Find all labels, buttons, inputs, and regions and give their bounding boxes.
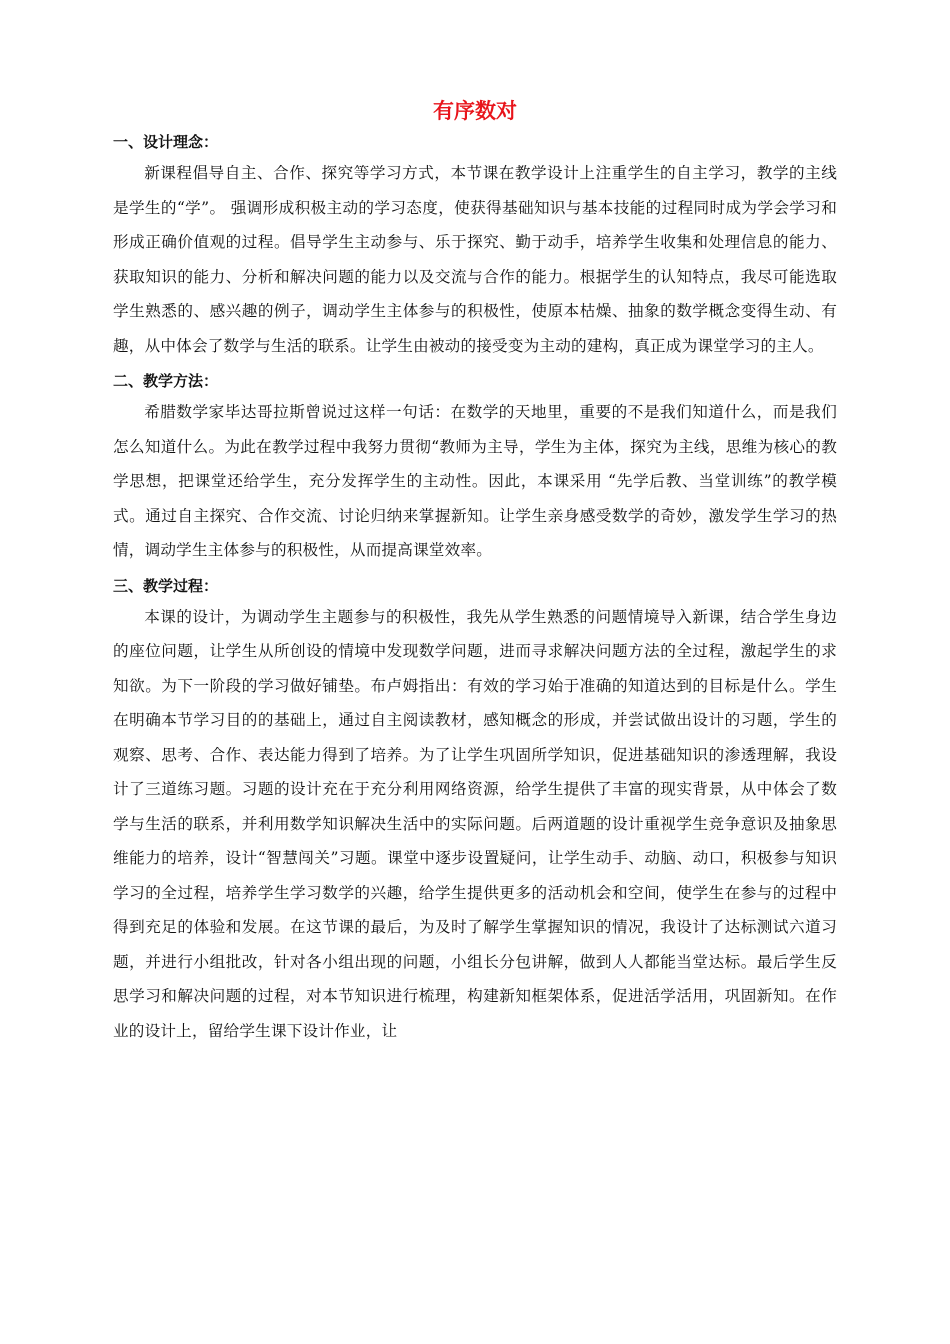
section-paragraph: 希腊数学家毕达哥拉斯曾说过这样一句话：在数学的天地里，重要的不是我们知道什么，而是我们怎么知道什么。为此在教学过程中我努力贯彻“教师为主导，学生为主体，探究为主线，思维为核心的教学思想，把课堂还给学生，充分发挥学生的主动性。因此，本课采用 “先学后教、当堂训练”的教学模式。通过自主探究、合作交流、讨论归纳来掌握新知。让学生亲身感受数学的奇妙，激发学生学习的热情，调动学生主体参与的积极性，从而提高课堂效率。 (113, 403, 837, 559)
document-page (113, 96, 837, 1052)
section-paragraph: 新课程倡导自主、合作、探究等学习方式，本节课在教学设计上注重学生的自主学习，教学的主线是学生的“学”。 强调形成积极主动的学习态度，使获得基础知识与基本技能的过程同时成为学会学习和形成正确价值观的过程。倡导学生主动参与、乐于探究、勤于动手，培养学生收集和处理信息的能力、获取知识的能力、分析和解决问题的能力以及交流与合作的能力。根据学生的认知特点，我尽可能选取学生熟悉的、感兴趣的例子，调动学生主体参与的积极性，使原本枯燥、抽象的数学概念变得生动、有趣，从中体会了数学与生活的联系。让学生由被动的接受变为主动的建构，真正成为课堂学习的主人。 (113, 164, 837, 355)
section-design-concept (113, 128, 837, 363)
section-heading: 三、教学过程： (113, 576, 219, 595)
section-teaching-process (113, 572, 837, 1049)
section-teaching-method (113, 367, 837, 568)
section-paragraph: 本课的设计，为调动学生主题参与的积极性，我先从学生熟悉的问题情境导入新课，结合学生身边的座位问题，让学生从所创设的情境中发现数学问题，进而寻求解决问题方法的全过程，激起学生的求知欲。为下一阶段的学习做好铺垫。布卢姆指出：有效的学习始于准确的知道达到的目标是什么。学生在明确本节学习目的的基础上，通过自主阅读教材，感知概念的形成，并尝试做出设计的习题，学生的观察、思考、合作、表达能力得到了培养。为了让学生巩固所学知识，促进基础知识的渗透理解，我设计了三道练习题。习题的设计充在于充分利用网络资源，给学生提供了丰富的现实背景，从中体会了数学与生活的联系，并利用数学知识解决生活中的实际问题。后两道题的设计重视学生竞争意识及抽象思维能力的培养，设计“智慧闯关”习题。课堂中逐步设置疑问，让学生动手、动脑、动口，积极参与知识学习的全过程，培养学生学习数学的兴趣，给学生提供更多的活动机会和空间，使学生在参与的过程中得到充足的体验和发展。在这节课的最后，为及时了解学生掌握知识的情况，我设计了达标测试六道习题，并进行小组批改，针对各小组出现的问题，小组长分包讲解，做到人人都能当堂达标。最后学生反思学习和解决问题的过程，对本节知识进行梳理，构建新知框架体系，促进活学活用，巩固新知。在作业的设计上，留给学生课下设计作业，让 (113, 607, 837, 1040)
document-title: 有序数对 (433, 99, 517, 123)
section-heading: 一、设计理念： (113, 133, 219, 151)
section-heading: 二、教学方法： (113, 372, 219, 390)
